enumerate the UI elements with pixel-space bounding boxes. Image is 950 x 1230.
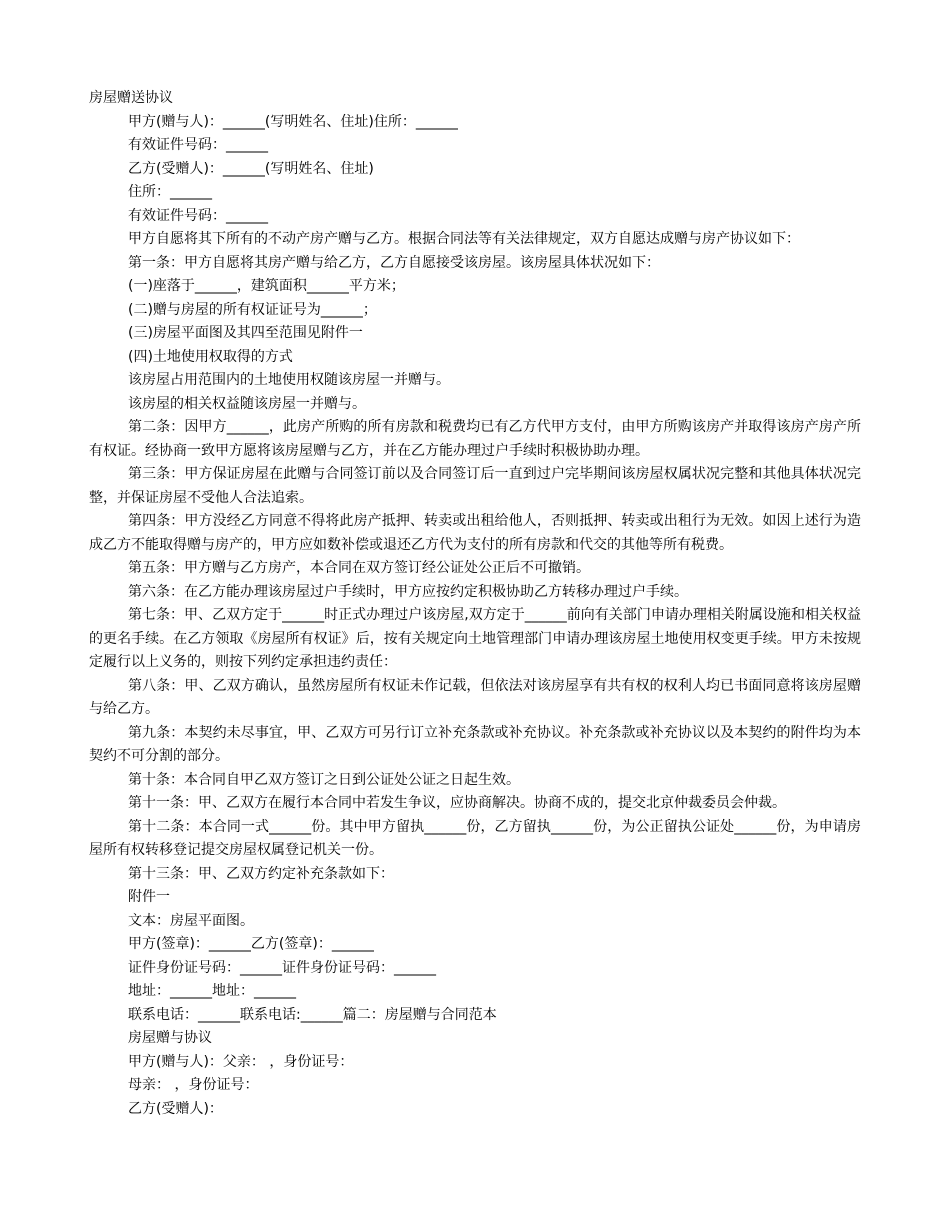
second-party-a-line: 甲方(赠与人)：父亲： ，身份证号： [128,1053,354,1070]
article-13: 第十三条：甲、乙双方约定补充条款如下： [128,865,394,882]
document-title: 房屋赠送协议 [89,90,173,106]
party-b-address-line: 住所：______ [128,184,212,200]
article-1: 第一条：甲方自愿将其房产赠与给乙方，乙方自愿接受该房屋。该房屋具体状况如下： [128,254,660,271]
attachment-text: 文本：房屋平面图。 [128,912,254,929]
second-title: 房屋赠与协议 [128,1030,212,1046]
party-b-id-line: 有效证件号码：______ [128,207,268,224]
article-1-item-2: (二)赠与房屋的所有权证证号为______； [128,301,377,318]
party-a-line: 甲方(赠与人)：______(写明姓名、住址)住所：______ [128,113,458,130]
intro-paragraph: 甲方自愿将其下所有的不动产房产赠与乙方。根据合同法等有关法律规定，双方自愿达成赠与房产协议如下： [128,231,800,247]
address-line: 地址：______地址：______ [128,983,296,999]
article-9: 第九条：本契约未尽事宜，甲、乙双方可另行订立补充条款或补充协议。补充条款或补充协议以及本契约的附件均为本契约不可分割的部分。 [89,724,861,764]
signature-line: 甲方(签章)：______乙方(签章)：______ [128,936,374,952]
party-a-id-line: 有效证件号码：______ [128,137,268,153]
article-3: 第三条：甲方保证房屋在此赠与合同签订前以及合同签订后一直到过户完毕期间该房屋权属状况完整和其他具体状况完整，并保证房屋不受他人合法追索。 [89,466,861,506]
article-1-item-1: (一)座落于______，建筑面积______平方米； [128,278,405,294]
article-8: 第八条：甲、乙双方确认，虽然房屋所有权证未作记载，但依法对该房屋享有共有权的权利人均已书面同意将该房屋赠与给乙方。 [89,677,861,717]
id-number-line: 证件身份证号码：______证件身份证号码：______ [128,959,436,976]
phone-line: 联系电话：______联系电话:______篇二：房屋赠与合同范本 [128,1006,497,1023]
article-2: 第二条：因甲方______，此房产所购的所有房款和税费均已有乙方代甲方支付，由甲方所购该房产并取得该房产房产所有权证。经协商一致甲方愿将该房屋赠与乙方，并在乙方能办理过户手续时积极协助办理。 [89,419,861,459]
rights-line: 该房屋的相关权益随该房屋一并赠与。 [128,395,366,412]
second-party-b-line: 乙方(受赠人)： [128,1100,223,1117]
article-4: 第四条：甲方没经乙方同意不得将此房产抵押、转卖或出租给他人，否则抵押、转卖或出租行为无效。如因上述行为造成乙方不能取得赠与房产的，甲方应如数补偿或退还乙方代为支付的所有房款和代交的其他等所有税费。 [89,513,861,553]
article-6: 第六条：在乙方能办理该房屋过户手续时，甲方应按约定积极协助乙方转移办理过户手续。 [128,583,688,600]
article-11: 第十一条：甲、乙双方在履行本合同中若发生争议，应协商解决。协商不成的，提交北京仲裁委员会仲裁。 [128,795,786,811]
article-7: 第七条：甲、乙双方定于______时正式办理过户该房屋,双方定于______前向有关部门申请办理相关附属设施和相关权益的更名手续。在乙方领取《房屋所有权证》后，按有关规定向土地管理部门申请办理该房屋土地使用权变更手续。甲方未按规定履行以上义务的，则按下列约定承担违约责任： [89,607,861,670]
attachment-label: 附件一 [128,889,170,905]
article-12: 第十二条：本合同一式______份。其中甲方留执______份，乙方留执______份，为公正留执公证处______份，为申请房屋所有权转移登记提交房屋权属登记机关一份。 [89,818,861,858]
article-1-item-3: (三)房屋平面图及其四至范围见附件一 [128,325,363,341]
document-body [89,87,861,1121]
article-10: 第十条：本合同自甲乙双方签订之日到公证处公证之日起生效。 [128,771,520,788]
party-b-line: 乙方(受赠人)：______(写明姓名、住址) [128,160,374,177]
land-use-line: 该房屋占用范围内的土地使用权随该房屋一并赠与。 [128,372,450,388]
article-5: 第五条：甲方赠与乙方房产，本合同在双方签订经公证处公正后不可撤销。 [128,560,590,576]
mother-line: 母亲： ，身份证号： [128,1077,259,1093]
article-1-item-4: (四)土地使用权取得的方式 [128,348,293,365]
